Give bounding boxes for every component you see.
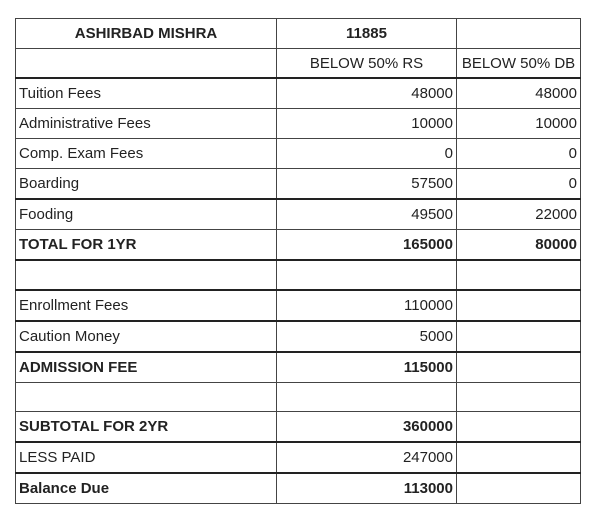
value-rs: 5000 <box>277 321 457 352</box>
value-rs: 0 <box>277 139 457 169</box>
value-rs: 110000 <box>277 290 457 321</box>
row-label: Comp. Exam Fees <box>16 139 277 169</box>
total-1yr-label: TOTAL FOR 1YR <box>16 230 277 261</box>
table-row <box>16 139 581 169</box>
empty-cell <box>457 321 581 352</box>
empty-cell <box>16 260 277 290</box>
value-db: 22000 <box>457 199 581 230</box>
empty-cell <box>457 290 581 321</box>
admission-fee-label: ADMISSION FEE <box>16 352 277 383</box>
title-row <box>16 19 581 49</box>
value-db: 0 <box>457 139 581 169</box>
empty-cell <box>457 260 581 290</box>
admission-fee-rs: 115000 <box>277 352 457 383</box>
table-row <box>16 78 581 109</box>
empty-cell <box>457 473 581 504</box>
total-1yr-db: 80000 <box>457 230 581 261</box>
empty-cell <box>277 383 457 412</box>
table-row <box>16 321 581 352</box>
row-label: Tuition Fees <box>16 78 277 109</box>
empty-cell <box>277 260 457 290</box>
row-label: Fooding <box>16 199 277 230</box>
empty-cell <box>16 383 277 412</box>
balance-due-row <box>16 473 581 504</box>
row-label: Caution Money <box>16 321 277 352</box>
row-label: Boarding <box>16 169 277 200</box>
subtotal-2yr-row <box>16 412 581 443</box>
subtotal-2yr-rs: 360000 <box>277 412 457 443</box>
empty-cell <box>457 442 581 473</box>
empty-cell <box>457 383 581 412</box>
less-paid-rs: 247000 <box>277 442 457 473</box>
value-rs: 10000 <box>277 109 457 139</box>
student-name: ASHIRBAD MISHRA <box>16 19 277 49</box>
subtotal-2yr-label: SUBTOTAL FOR 2YR <box>16 412 277 443</box>
fee-table <box>15 18 581 504</box>
table-row <box>16 169 581 200</box>
total-1yr-rs: 165000 <box>277 230 457 261</box>
value-rs: 57500 <box>277 169 457 200</box>
row-label: Administrative Fees <box>16 109 277 139</box>
column-header-rs: BELOW 50% RS <box>277 49 457 79</box>
value-db: 10000 <box>457 109 581 139</box>
empty-cell <box>457 412 581 443</box>
less-paid-row <box>16 442 581 473</box>
empty-cell <box>16 49 277 79</box>
blank-row <box>16 260 581 290</box>
table-row <box>16 109 581 139</box>
value-rs: 48000 <box>277 78 457 109</box>
blank-row <box>16 383 581 412</box>
empty-cell <box>457 19 581 49</box>
table-row <box>16 290 581 321</box>
column-header-db: BELOW 50% DB <box>457 49 581 79</box>
admission-fee-row <box>16 352 581 383</box>
balance-due-label: Balance Due <box>16 473 277 504</box>
row-label: Enrollment Fees <box>16 290 277 321</box>
empty-cell <box>457 352 581 383</box>
value-db: 48000 <box>457 78 581 109</box>
balance-due-rs: 113000 <box>277 473 457 504</box>
less-paid-label: LESS PAID <box>16 442 277 473</box>
total-1yr-row <box>16 230 581 261</box>
column-header-row <box>16 49 581 79</box>
table-row <box>16 199 581 230</box>
student-id: 11885 <box>277 19 457 49</box>
value-db: 0 <box>457 169 581 200</box>
value-rs: 49500 <box>277 199 457 230</box>
